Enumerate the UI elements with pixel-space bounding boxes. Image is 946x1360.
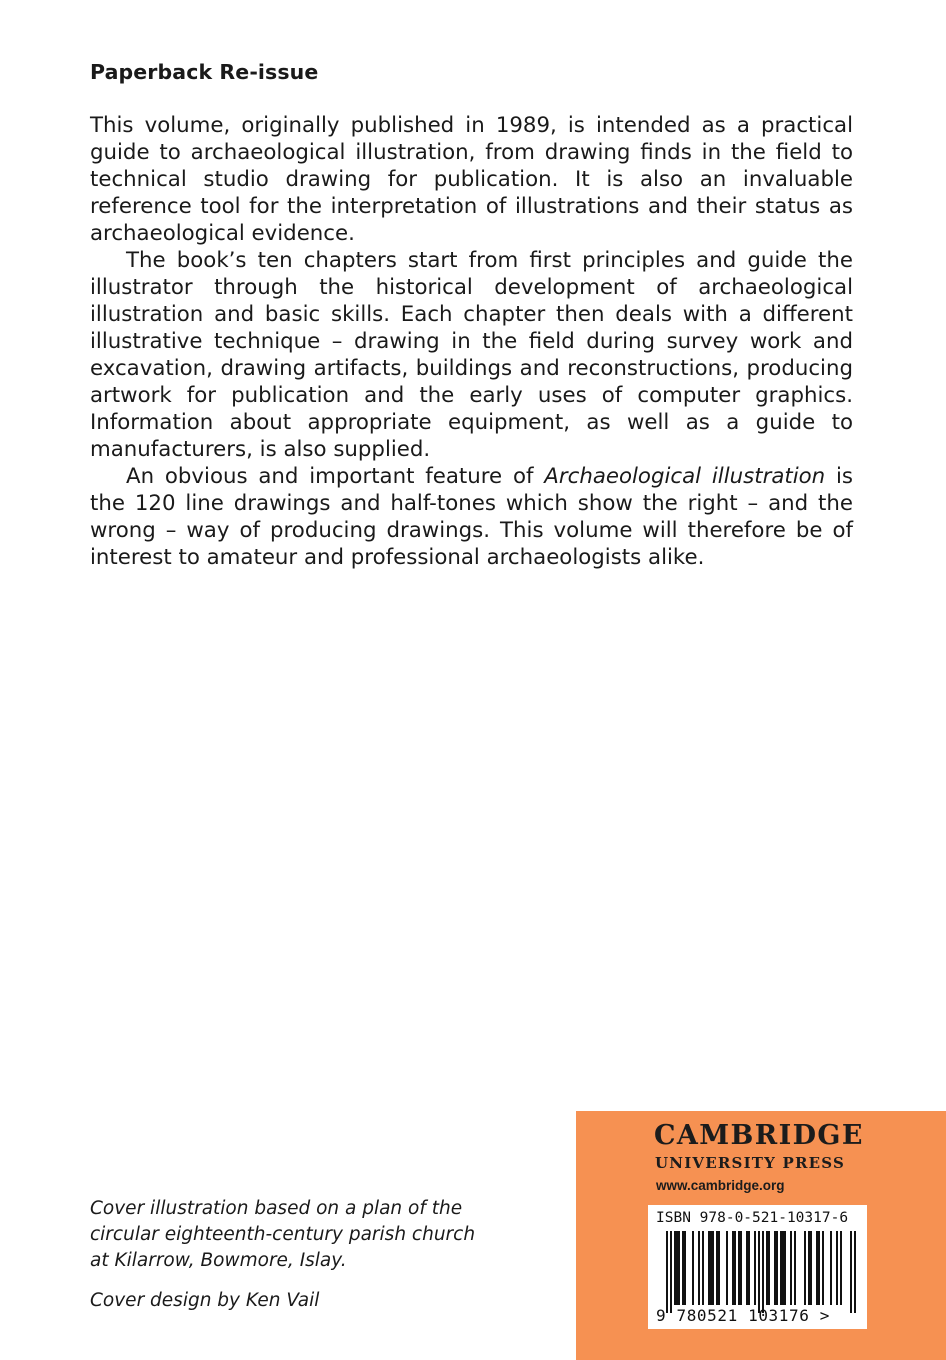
barcode-bar [758,1231,760,1313]
barcode-bar [850,1231,852,1313]
barcode-bar [804,1231,806,1305]
barcode-bar [734,1231,736,1305]
barcode-bar [830,1231,832,1305]
barcode-bar [822,1231,824,1305]
barcode-bar [840,1231,842,1305]
barcode-bar [790,1231,792,1305]
barcode-bar [666,1231,668,1313]
barcode-bar [776,1231,778,1305]
barcode-bar [698,1231,700,1305]
barcode-panel [648,1205,867,1329]
barcode-bar [782,1231,784,1305]
barcode-number: 9 780521 103176 > [656,1306,830,1325]
barcode-bar [708,1231,710,1305]
cover-design-credit: Cover design by Ken Vail [90,1290,320,1311]
blurb-paragraph-3-end: is the 120 line drawings and half-tones which show the right – and the wrong – way of producing drawings. This volume will therefore be of interest to amateur and professional archaeologists alike. [90,464,853,570]
barcode-bar [684,1231,686,1305]
barcode-bar [674,1231,676,1305]
barcode-bar [718,1231,720,1305]
barcode-bar [854,1231,856,1313]
barcode-bar [816,1231,818,1305]
barcode-bar [678,1231,680,1305]
barcode-bar [794,1231,796,1305]
barcode-bar [692,1231,694,1305]
barcode-bar [768,1231,770,1305]
publisher-url: www.cambridge.org [656,1178,785,1193]
barcode-bar [738,1231,740,1305]
publisher-box [576,1111,946,1360]
publisher-name: CAMBRIDGE [654,1120,864,1151]
barcode-bar [676,1231,678,1305]
blurb-paragraph-2: The book’s ten chapters start from first principles and guide the illustrator through the historical development of archaeological illustration and basic skills. Each chapter then deals with a different illustrative technique – drawing in the field during survey work and excavation, drawing artifacts, buildings and reconstructions, producing artwork for publication and the early uses of computer graphics. Information about appropriate equipment, as well as a guide to manufacturers, is also supplied. [90,248,853,462]
barcode-bar [818,1231,820,1305]
barcode-bar [726,1231,728,1305]
barcode-bar [740,1231,742,1305]
barcode-bar [682,1231,684,1305]
barcode-bar [754,1231,756,1305]
barcode-bar [784,1231,786,1305]
barcode-bar [836,1231,838,1305]
cover-credits [90,1196,530,1314]
barcode-bar [710,1231,712,1305]
barcode-bar [746,1231,748,1305]
barcode-bar [716,1231,718,1305]
book-title: Archaeological illustration [544,464,826,489]
barcode-bar [774,1231,776,1305]
barcode-bar [712,1231,714,1305]
barcode-bar [766,1231,768,1305]
blurb-paragraph-1: This volume, originally published in 1989, is intended as a practical guide to archaeological illustration, from drawing finds in the field to technical studio drawing for publication. It is also an invaluable reference tool for the interpretation of illustrations and their status as archaeological evidence. [90,113,853,246]
page-heading: Paperback Re-issue [90,60,319,84]
barcode-bar [670,1231,672,1313]
barcode-bar [732,1231,734,1305]
blurb-paragraph-3 [90,463,853,571]
blurb-paragraph-3-start: An obvious and important feature of [126,464,545,489]
cover-illustration-credit: Cover illustration based on a plan of the circular eighteenth-century parish church at Kilarrow, Bowmore, Islay. [90,1198,476,1271]
barcode-bar [808,1231,810,1305]
blurb-text [90,112,853,571]
barcode-bar [748,1231,750,1305]
barcode-bar [780,1231,782,1305]
isbn-label: ISBN 978-0-521-10317-6 [656,1210,849,1226]
publisher-subtitle: UNIVERSITY PRESS [655,1154,846,1172]
barcode-bar [762,1231,764,1313]
barcode-bar [810,1231,812,1305]
barcode-bar [702,1231,704,1305]
